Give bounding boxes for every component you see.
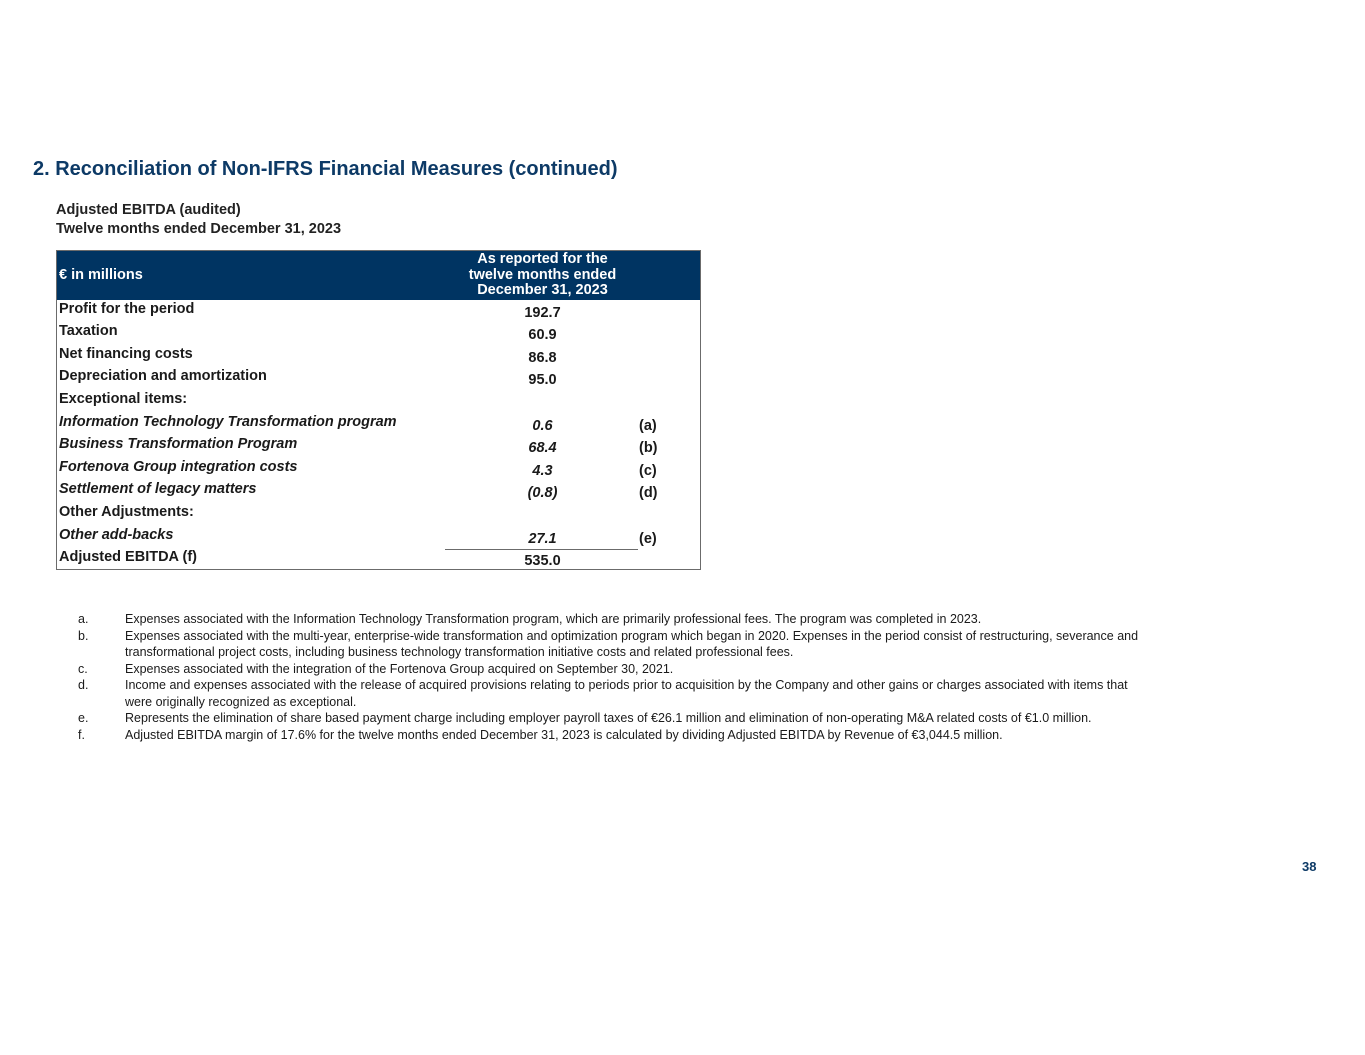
page-title: 2. Reconciliation of Non-IFRS Financial Measures (continued) bbox=[33, 158, 618, 180]
row-label: Settlement of legacy matters bbox=[59, 481, 257, 497]
footnote-text: Expenses associated with the multi-year, enterprise-wide transformation and optimization program which began in 2020. Expenses in the period consist of restructuring, severance and transformational project costs, including business technology transformation initiative costs and related professional fees. bbox=[125, 628, 1139, 659]
table-row bbox=[57, 368, 700, 390]
footnote bbox=[78, 710, 1158, 727]
footnote-letter: e. bbox=[78, 711, 89, 725]
footnote-letter: d. bbox=[78, 678, 89, 692]
row-note: (b) bbox=[639, 440, 658, 456]
row-value: (0.8) bbox=[527, 485, 558, 501]
row-value: 95.0 bbox=[528, 372, 557, 388]
header-period-line: December 31, 2023 bbox=[477, 282, 608, 298]
table-row bbox=[57, 504, 700, 526]
footnote-text: Expenses associated with the Information Technology Transformation program, which are primarily professional fees. The program was completed in 2023. bbox=[125, 612, 982, 626]
row-label: Exceptional items: bbox=[59, 391, 188, 407]
footnote-letter: f. bbox=[78, 727, 85, 742]
table-header bbox=[57, 251, 700, 300]
footnote-letter: b. bbox=[78, 628, 89, 643]
row-label: Information Technology Transformation program bbox=[59, 414, 397, 430]
row-value: 192.7 bbox=[524, 305, 561, 321]
table-row bbox=[57, 459, 700, 481]
row-label: Other Adjustments: bbox=[59, 504, 194, 520]
row-label: Other add-backs bbox=[59, 527, 174, 543]
footnote bbox=[78, 677, 1158, 710]
row-label: Profit for the period bbox=[59, 301, 195, 317]
table-row bbox=[57, 436, 700, 458]
header-period-line: As reported for the bbox=[477, 251, 608, 267]
row-value: 86.8 bbox=[528, 350, 557, 366]
footnote-letter: a. bbox=[78, 612, 89, 626]
row-value: 27.1 bbox=[528, 531, 557, 547]
table-period: Twelve months ended December 31, 2023 bbox=[56, 221, 342, 237]
header-currency-label: € in millions bbox=[59, 267, 143, 283]
table-row bbox=[57, 346, 700, 368]
row-label: Business Transformation Program bbox=[59, 436, 298, 452]
table-row bbox=[57, 414, 700, 436]
header-period-label bbox=[445, 252, 640, 299]
row-note: (e) bbox=[639, 531, 657, 547]
row-note: (c) bbox=[639, 463, 657, 479]
footnote-text: Income and expenses associated with the release of acquired provisions relating to periods prior to acquisition by the Company and other gains or charges associated with items that were originally recognized as exceptional. bbox=[125, 678, 1128, 709]
row-note: (d) bbox=[639, 485, 658, 501]
footnotes bbox=[78, 611, 1158, 743]
footnote-letter: c. bbox=[78, 661, 88, 676]
row-note: (a) bbox=[639, 418, 657, 434]
footnote bbox=[78, 611, 1158, 628]
table-row bbox=[57, 323, 700, 345]
table-row bbox=[57, 301, 700, 323]
table-row-total bbox=[57, 549, 700, 571]
footnote-text: Represents the elimination of share based payment charge including employer payroll taxes of €26.1 million and elimination of non-operating M&A related costs of €1.0 million. bbox=[125, 711, 1092, 725]
row-value: 0.6 bbox=[532, 418, 553, 434]
row-label: Fortenova Group integration costs bbox=[59, 459, 298, 475]
table-title: Adjusted EBITDA (audited) bbox=[56, 202, 241, 218]
row-value: 4.3 bbox=[532, 463, 553, 479]
footnote bbox=[78, 628, 1158, 661]
row-value: 535.0 bbox=[524, 553, 561, 569]
header-period-line: twelve months ended bbox=[468, 266, 617, 283]
footnote-text: Expenses associated with the integration of the Fortenova Group acquired on September 30, 2021. bbox=[125, 661, 674, 676]
row-value: 60.9 bbox=[528, 327, 557, 343]
row-label: Net financing costs bbox=[59, 346, 193, 362]
table-row bbox=[57, 527, 700, 549]
row-label: Adjusted EBITDA (f) bbox=[59, 549, 198, 565]
ebitda-reconciliation-table bbox=[56, 250, 701, 570]
footnote-text: Adjusted EBITDA margin of 17.6% for the twelve months ended December 31, 2023 is calculated by dividing Adjusted EBITDA by Revenue of €3,044.5 million. bbox=[125, 727, 1003, 742]
page-number: 38 bbox=[1302, 859, 1317, 874]
table-row bbox=[57, 391, 700, 413]
footnote bbox=[78, 727, 1158, 744]
table-row bbox=[57, 481, 700, 503]
row-value: 68.4 bbox=[528, 440, 557, 456]
footnote bbox=[78, 661, 1158, 678]
row-label: Taxation bbox=[59, 323, 118, 339]
row-label: Depreciation and amortization bbox=[59, 368, 267, 384]
